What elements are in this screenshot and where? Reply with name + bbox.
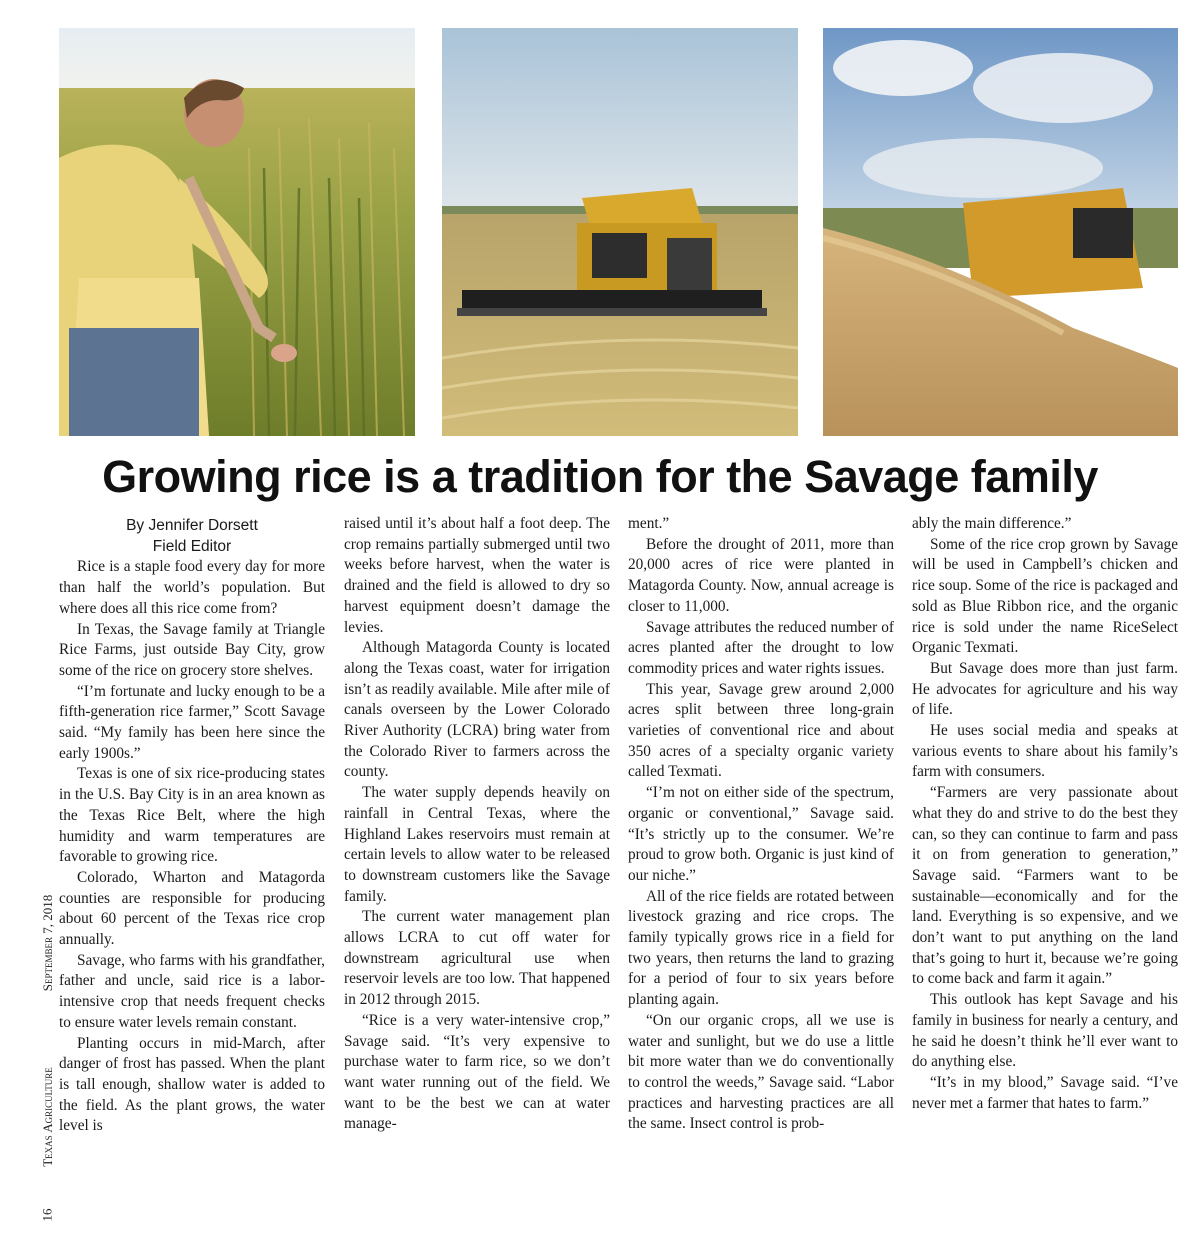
- paragraph: Some of the rice crop grown by Savage will be used in Campbell’s chicken and rice soup. Some of the rice is packaged and sold as Blue Ribbon rice, and the organic rice is sold under the name RiceSelect Organic Texmati.: [912, 535, 1178, 657]
- page-number: 16: [39, 1208, 54, 1222]
- paragraph: Savage attributes the reduced number of acres planted after the drought to low commodity prices and water rights issues.: [628, 618, 894, 677]
- paragraph: ment.”: [628, 515, 670, 532]
- paragraph: All of the rice fields are rotated between livestock grazing and rice crops. The family typically grows rice in a field for two years, then returns the land to grazing for a period of four to six years before planting again.: [628, 887, 894, 1009]
- article-column-4: [912, 514, 1178, 1114]
- paragraph: “Farmers are very passionate about what they do and strive to do the best they can, so they can continue to farm and pass it on from generation to generation,” Savage said. “Farmers want to be sustainable—economically and for the land. Everything is so expensive, and we don’t want to put anything on the land that’s going to hurt it, because we’re going to come back and farm it again.”: [912, 784, 1178, 988]
- issue-date: September 7, 2018: [39, 894, 55, 992]
- paragraph: The water supply depends heavily on rainfall in Central Texas, where the Highland Lakes reservoirs must remain at certain levels to allow water to be released to downstream customers like the Savage family.: [344, 784, 610, 905]
- paragraph: Savage, who farms with his grandfather, father and uncle, said rice is a labor-intensive crop that needs frequent checks to ensure water levels remain constant.: [59, 951, 325, 1031]
- paragraph: “Rice is a very water-intensive crop,” Savage said. “It’s very expensive to purchase water to farm rice, so we don’t want water running out of the field. We want to be the best we can at water manage-: [344, 1011, 610, 1133]
- paragraph: Texas is one of six rice-producing states in the U.S. Bay City is in an area known as the Texas Rice Belt, where the high humidity and warm temperatures are favorable to growing rice.: [59, 765, 325, 866]
- paragraph: He uses social media and speaks at various events to share about his family’s farm with consumers.: [912, 722, 1178, 781]
- combine-photo-image: [442, 28, 798, 436]
- paragraph: Before the drought of 2011, more than 20,000 acres of rice were planted in Matagorda County. Now, annual acreage is closer to 11,000.: [628, 535, 894, 615]
- byline-author: By Jennifer Dorsett: [126, 517, 258, 534]
- farmer-photo-image: [59, 28, 415, 436]
- paragraph: “It’s in my blood,” Savage said. “I’ve never met a farmer that hates to farm.”: [912, 1073, 1178, 1112]
- byline-title: Field Editor: [152, 537, 232, 555]
- paragraph: In Texas, the Savage family at Triangle Rice Farms, just outside Bay City, grow some of the rice on grocery store shelves.: [59, 620, 325, 679]
- paragraph: This outlook has kept Savage and his family in business for nearly a century, and he said he doesn’t think he’ll ever want to do anything else.: [912, 991, 1178, 1071]
- article-column-3: [628, 514, 894, 1135]
- paragraph: “On our organic crops, all we use is water and sunlight, but we do use a little bit more water than we do conventionally to control the weeds,” Savage said. “Labor practices and harvesting practices are all the same. Insect control is prob-: [628, 1011, 894, 1133]
- paragraph: “I’m not on either side of the spectrum, organic or conventional,” Savage said. “It’s strictly up to the consumer. We’re proud to grow both. Organic is just kind of our niche.”: [628, 784, 894, 884]
- publication-name: Texas Agriculture: [39, 1067, 55, 1167]
- article-column-2: [344, 514, 610, 1135]
- photo-farmer-in-field: [59, 28, 415, 436]
- paragraph: Although Matagorda County is located along the Texas coast, water for irrigation isn’t as readily available. Mile after mile of canals overseen by the Lower Colorado River Authority (LCRA) bring water from the Colorado River to farmers across the county.: [344, 639, 610, 781]
- paragraph: But Savage does more than just farm. He advocates for agriculture and his way of life.: [912, 659, 1178, 719]
- byline: [59, 516, 325, 557]
- headline: Growing rice is a tradition for the Savage family: [102, 451, 1098, 502]
- paragraph: raised until it’s about half a foot deep. The crop remains partially submerged until two weeks before harvest, when the water is drained and the field is allowed to dry so harvest equipment doesn’t damage the levies.: [344, 515, 610, 636]
- article-column-1: [59, 514, 325, 1137]
- paragraph: Planting occurs in mid-March, after danger of frost has passed. When the plant is tall enough, shallow water is added to the field. As the plant grows, the water level is: [59, 1034, 325, 1135]
- paragraph: The current water management plan allows LCRA to cut off water for downstream agricultural use when reservoir levels are too low. That happened in 2012 through 2015.: [344, 908, 610, 1009]
- photo-combine-harvesting: [442, 28, 798, 436]
- paragraph: Colorado, Wharton and Matagorda counties are responsible for producing about 60 percent of the Texas rice crop annually.: [59, 868, 325, 949]
- paragraph: This year, Savage grew around 2,000 acres split between three long-grain varieties of conventional rice and about 350 acres of a specialty organic variety called Texmati.: [628, 680, 894, 781]
- paragraph: Rice is a staple food every day for more than half the world’s population. But where does all this rice come from?: [59, 558, 325, 617]
- paragraph: “I’m fortunate and lucky enough to be a fifth-generation rice farmer,” Scott Savage said. “My family has been here since the early 1900s.”: [59, 682, 325, 762]
- paragraph: ably the main difference.”: [912, 515, 1072, 532]
- rice-pile-photo-image: [823, 28, 1178, 436]
- photo-harvested-rice-pile: [823, 28, 1178, 436]
- side-label-page-number: [32, 1208, 62, 1228]
